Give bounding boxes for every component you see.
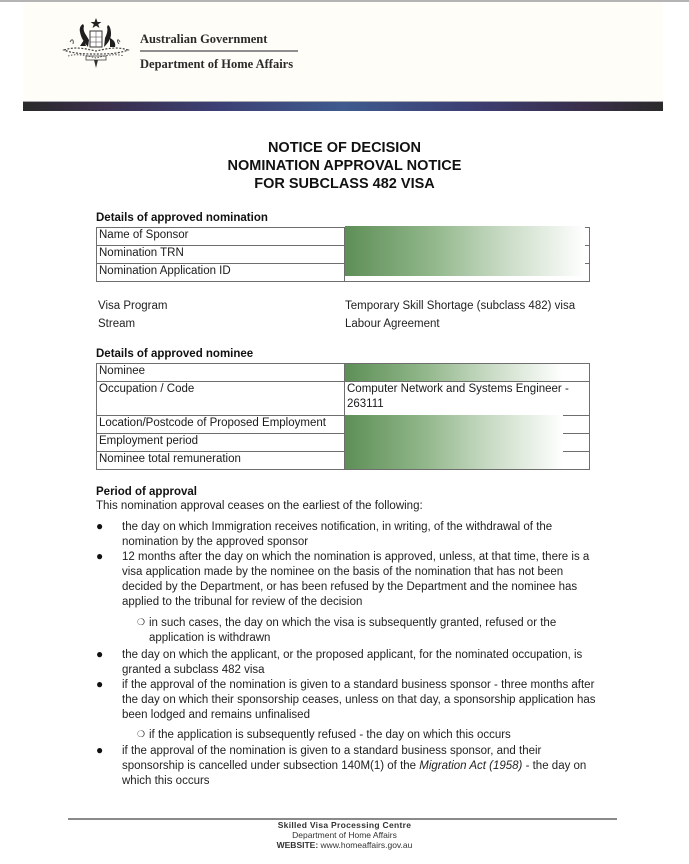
hollow-bullet-icon: ❍ xyxy=(137,617,146,627)
visa-program-label: Visa Program xyxy=(98,300,168,312)
location-label: Location/Postcode of Proposed Employment xyxy=(97,416,345,434)
document-subtitle-visa: FOR SUBCLASS 482 VISA xyxy=(254,176,435,192)
approval-item: the day on which the applicant, or the proposed applicant, for the nominated occupation, is granted a subclass 482 visa xyxy=(122,649,583,676)
website-link[interactable]: www.homeaffairs.gov.au xyxy=(320,840,413,850)
act-name: Migration Act (1958) xyxy=(419,760,523,772)
hollow-bullet-icon: ❍ xyxy=(137,729,146,739)
bullet-icon: ● xyxy=(96,519,104,533)
approval-item xyxy=(122,744,597,789)
redaction-block xyxy=(345,364,563,381)
stream-label: Stream xyxy=(98,318,136,330)
application-id-label: Nomination Application ID xyxy=(97,264,345,282)
approval-item-text: if the approval of the nomination is given to a standard business sponsor, and their sponsorship is cancelled under subsection 140M(1) of the xyxy=(122,745,542,772)
table-row xyxy=(97,382,590,416)
approval-intro: This nomination approval ceases on the earliest of the following: xyxy=(96,500,423,512)
visa-program-value: Temporary Skill Shortage (subclass 482) visa xyxy=(345,300,576,312)
sponsor-name-label: Name of Sponsor xyxy=(97,228,345,246)
bullet-icon: ● xyxy=(96,677,104,691)
department-name: Department of Home Affairs xyxy=(140,57,294,71)
approval-item: 12 months after the day on which the nomination is approved, unless, at that time, there is a visa application made by the nominee on the basis of the nomination that has not been decided by the Department, or has been refused by the Department and the nominee has applied to the tribunal for review of the decision xyxy=(122,551,590,608)
bullet-icon: ● xyxy=(96,647,104,661)
bullet-icon: ● xyxy=(96,743,104,757)
nomination-trn-label: Nomination TRN xyxy=(97,246,345,264)
approval-sub-item: if the application is subsequently refused - the day on which this occurs xyxy=(149,729,511,741)
nominee-label: Nominee xyxy=(97,364,345,382)
bullet-icon: ● xyxy=(96,549,104,563)
approval-heading: Period of approval xyxy=(96,486,197,498)
website-label: WEBSITE: xyxy=(276,840,319,850)
approval-item-text: - the day on which this occurs xyxy=(122,760,587,787)
occupation-label: Occupation / Code xyxy=(97,382,345,416)
stream-value: Labour Agreement xyxy=(345,318,440,330)
approval-item: if the approval of the nomination is given to a standard business sponsor - three months after the day on which their sponsorship ceases, unless on that day, a sponsorship application has been lodged and remains unfinalised xyxy=(122,679,596,721)
coat-of-arms-icon xyxy=(58,16,134,72)
nomination-heading: Details of approved nomination xyxy=(96,212,268,224)
nominee-heading: Details of approved nominee xyxy=(96,348,254,360)
footer-website xyxy=(0,840,689,850)
employment-period-label: Employment period xyxy=(97,434,345,452)
occupation-value: Computer Network and Systems Engineer - 263111 xyxy=(345,382,590,416)
document-title: NOTICE OF DECISION xyxy=(267,140,422,156)
document-subtitle: NOMINATION APPROVAL NOTICE xyxy=(227,158,462,174)
letterhead-divider xyxy=(140,50,298,52)
redaction-block xyxy=(345,415,563,469)
header-banner xyxy=(23,101,663,111)
government-name: Australian Government xyxy=(140,32,268,46)
remuneration-label: Nominee total remuneration xyxy=(97,452,345,470)
redaction-block xyxy=(345,226,585,276)
approval-sub-item: in such cases, the day on which the visa is subsequently granted, refused or the application is withdrawn xyxy=(149,617,557,644)
footer-department: Department of Home Affairs xyxy=(292,830,397,840)
footer-centre: Skilled Visa Processing Centre xyxy=(277,820,412,830)
approval-item: the day on which Immigration receives notification, in writing, of the withdrawal of the nomination by the approved sponsor xyxy=(122,521,553,548)
